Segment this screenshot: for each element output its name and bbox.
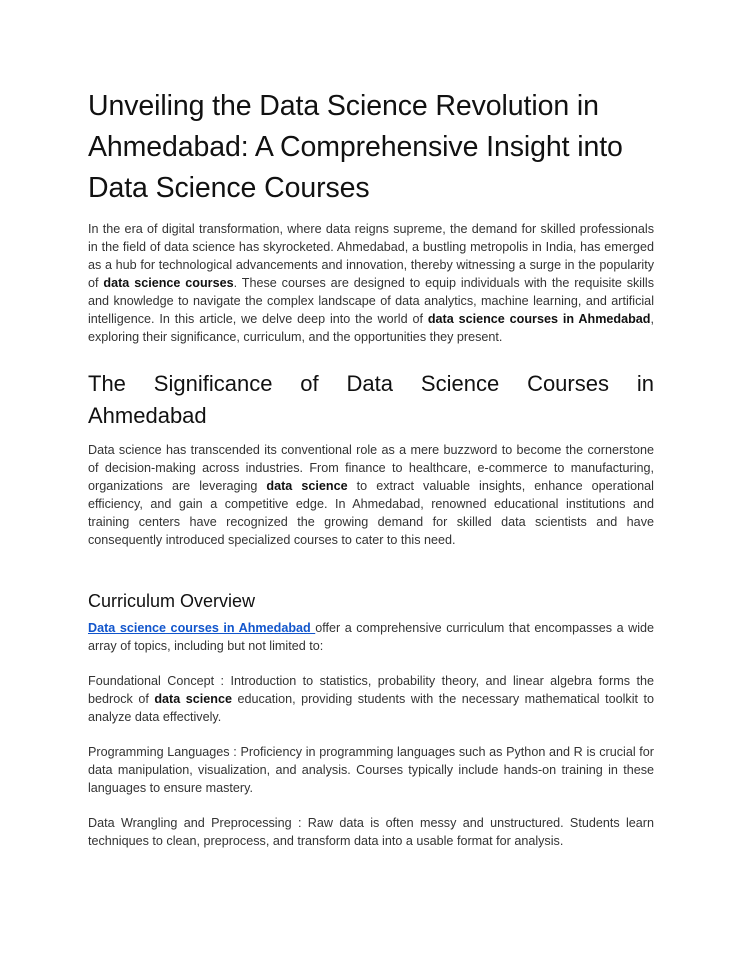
courses-link[interactable]: Data science courses in Ahmedabad [88,621,316,635]
text: offer a comprehensive curriculum that encompasses a wide array of topics, including but not limited to: [88,621,654,653]
text: . These courses are designed to equip individuals with the requisite skills and knowledge to navigate the complex landscape of data analytics, machine learning, and artificial intelligence. In this article, we delve deep into the world of [88,276,654,326]
document-page [88,86,654,850]
bold-text: data science courses in Ahmedabad [427,312,651,326]
document-title: Unveiling the Data Science Revolution in Ahmedabad: A Comprehensive Insight into Data Science Courses [88,90,623,204]
curriculum-intro-paragraph [88,619,654,655]
bold-text: data science [154,692,232,706]
text: to extract valuable insights, enhance operational efficiency, and gain a competitive edge. In Ahmedabad, renowned educational institutions and training centers have recognized the growing demand for skilled data scientists and have consequently introduced specialized courses to cater to this need. [88,479,654,547]
significance-paragraph [88,441,654,549]
foundational-paragraph [88,672,654,726]
wrangling-paragraph: Data Wrangling and Preprocessing : Raw data is often messy and unstructured. Students learn techniques to clean, preprocess, and transform data into a usable format for analysis. [88,816,654,848]
text: Foundational Concept : Introduction to statistics, probability theory, and linear algebra forms the bedrock of [88,674,654,706]
bold-text: data science [266,479,348,493]
significance-heading [88,368,654,432]
heading-line: Ahmedabad [88,403,207,428]
text: Data science has transcended its conventional role as a mere buzzword to become the cornerstone of decision-making across industries. From finance to healthcare, e-commerce to manufacturing, organizations are leveraging [88,443,654,493]
heading-line: The Significance of Data Science Courses in [88,371,654,396]
intro-paragraph [88,220,654,346]
bold-text: data science courses [103,276,234,290]
programming-paragraph: Programming Languages : Proficiency in programming languages such as Python and R is crucial for data manipulation, visualization, and analysis. Courses typically include hands-on training in these languages to ensure mastery. [88,745,654,795]
text: In the era of digital transformation, where data reigns supreme, the demand for skilled professionals in the field of data science has skyrocketed. Ahmedabad, a bustling metropolis in India, has emerged as a hub for technological advancements and innovation, thereby witnessing a surge in the popularity of [88,222,654,290]
curriculum-heading: Curriculum Overview [88,591,256,611]
text: education, providing students with the necessary mathematical toolkit to analyze data effectively. [88,692,655,724]
text: , exploring their significance, curriculum, and the opportunities they present. [88,312,654,344]
